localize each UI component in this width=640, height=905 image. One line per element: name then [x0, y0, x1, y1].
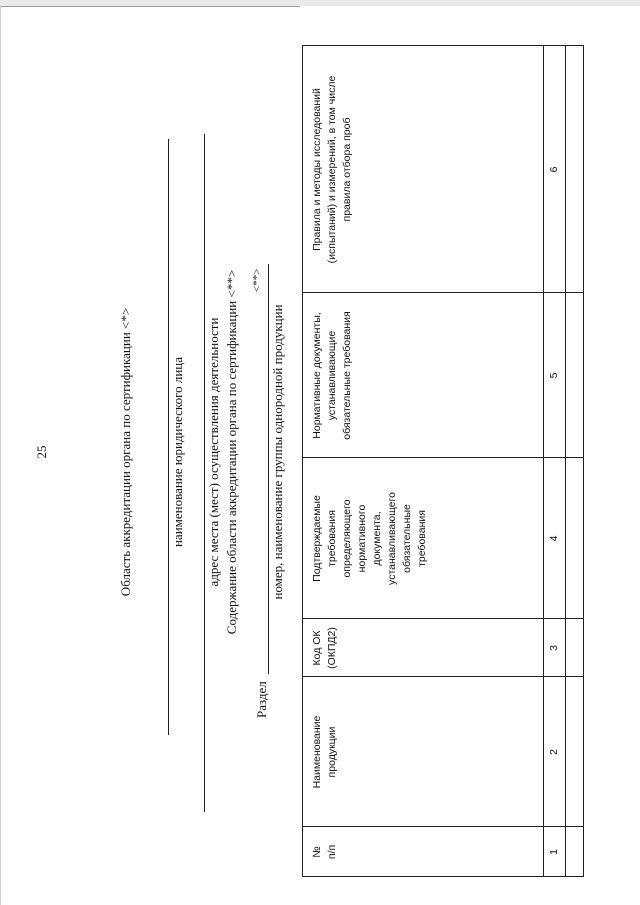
section-footnote: <**>	[251, 268, 263, 292]
column-number: 4	[548, 535, 560, 542]
header-line: Код ОК	[311, 630, 323, 666]
table-border-bottom	[583, 45, 584, 877]
section-caption: номер, наименование группы однородной продукции	[270, 304, 285, 600]
header-line: устанавливающие	[326, 330, 338, 421]
table-number-row-divider	[565, 45, 566, 877]
accreditation-table	[302, 45, 584, 877]
header-line: Наименование	[311, 715, 323, 789]
section-label: Раздел	[254, 681, 269, 718]
address-line	[204, 134, 205, 812]
column-number: 2	[548, 749, 560, 755]
header-line: №	[311, 846, 323, 858]
column-header-confirmed-requirements	[302, 458, 543, 619]
legal-entity-line	[168, 139, 169, 735]
header-line: устанавливающего	[386, 492, 398, 585]
form-title: Область аккредитации органа по сертификации <*>	[118, 307, 133, 597]
column-header-test-methods	[302, 46, 543, 293]
header-line: (ОКПД2)	[326, 627, 338, 669]
rotated-page	[0, 9, 640, 895]
scan-edge-line	[0, 6, 300, 7]
header-line: определяющего	[341, 499, 353, 578]
column-number: 5	[548, 372, 560, 379]
header-line: продукции	[326, 726, 338, 778]
column-header-normative-documents	[302, 293, 543, 458]
header-line: Подтверждаемые	[311, 495, 323, 582]
header-line: Правила и методы исследований	[311, 88, 323, 251]
header-line: требования	[326, 510, 338, 567]
column-header-okpd2-code	[302, 619, 543, 677]
column-header-product-name	[302, 677, 543, 827]
column-number: 6	[548, 166, 560, 173]
column-number: 1	[548, 849, 560, 855]
header-line: нормативного	[356, 504, 368, 573]
content-title: Содержание области аккредитации органа по сертификации <**>	[224, 269, 239, 635]
column-number: 3	[548, 645, 560, 651]
header-line: обязательные требования	[341, 311, 353, 440]
header-line: требования	[416, 510, 428, 567]
section-line	[268, 264, 269, 674]
header-line: Нормативные документы,	[311, 312, 323, 439]
column-header-index	[302, 827, 543, 877]
header-line: документа,	[371, 511, 383, 566]
header-line: правила отбора проб	[341, 117, 353, 222]
header-line: п/п	[326, 844, 338, 860]
legal-entity-caption: наименование юридического лица	[170, 356, 185, 548]
header-line: обязательные	[401, 504, 413, 573]
address-caption: адрес места (мест) осуществления деятельности	[206, 317, 221, 587]
page-number: 25	[34, 445, 49, 459]
header-line: (испытаний) и измерений, в том числе	[326, 75, 338, 264]
